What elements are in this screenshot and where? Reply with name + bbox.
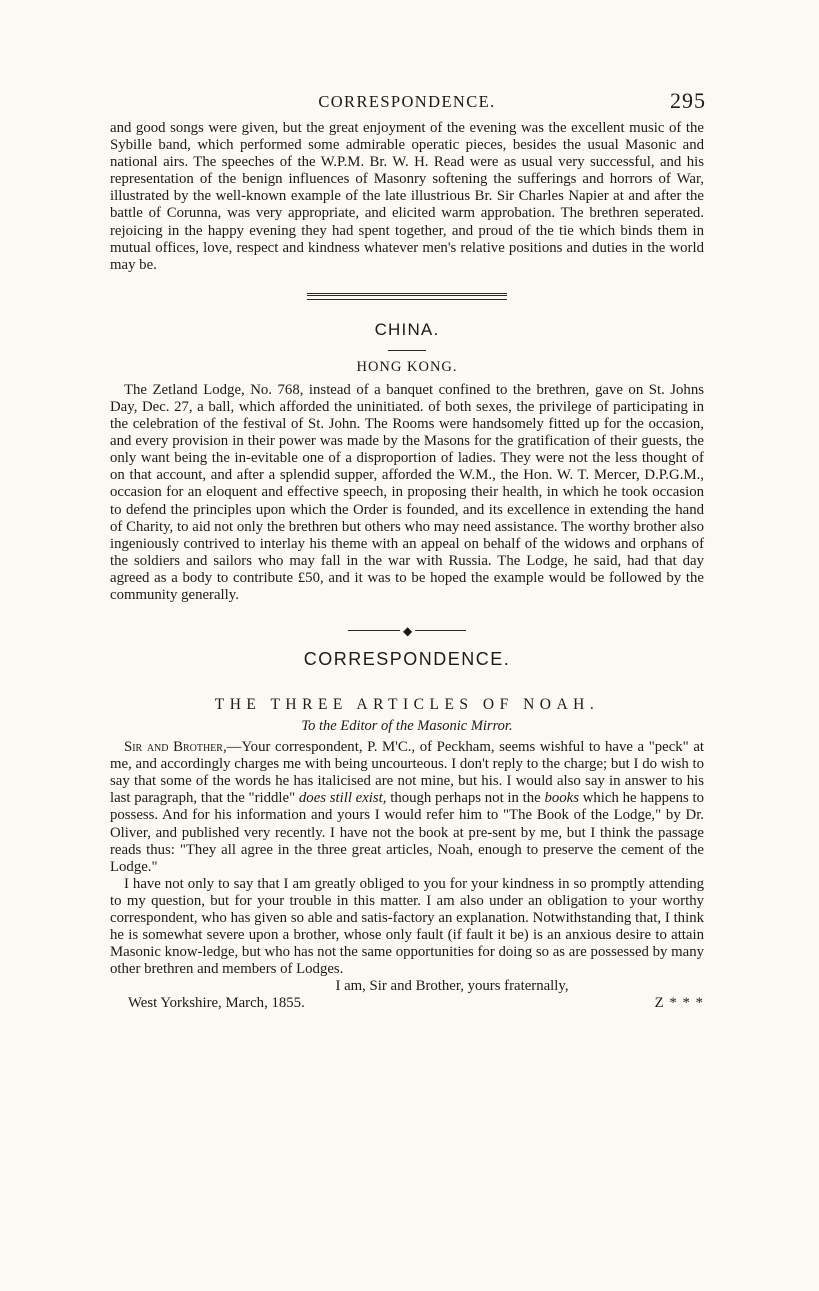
section-divider-rule xyxy=(307,293,507,300)
signature: Z * * * xyxy=(654,995,704,1012)
china-heading: CHINA. xyxy=(374,319,440,339)
dedication: To the Editor of the Masonic Mirror. xyxy=(301,718,513,735)
letter-paragraph-2: I have not only to say that I am greatly obliged to you for your kindness in so promptly attending to my question, but for your trouble in this matter. I am also under an obligation to your worthy correspondent, who has given so able and satis-factory an explanation. Notwithstanding that, I think he is somewhat severe upon a brother, whose only fault (if fault it be) is an anxious desire to attain Masonic know-ledge, but who has not the same opportunities for doing so as are possessed by many other brethren and members of Lodges. xyxy=(110,875,704,978)
para1-part-c: which he happens to possess. And for his information and yours I would refer him to "The Book of the Lodge," by Dr. Oliver, and published very recently. I have not the book at pre-sent by me, but I think the passage reads thus: "They all agree in the three great articles, Noah, enough to preserve the cement of the Lodge." xyxy=(110,790,705,875)
ornamental-divider xyxy=(348,624,466,638)
short-rule xyxy=(388,350,426,351)
running-head xyxy=(110,88,704,120)
signature-row xyxy=(110,995,704,1013)
para1-italic-1: does still exist, xyxy=(298,790,387,807)
continuation-paragraph: and good songs were given, but the great enjoyment of the evening was the excellent music of the Sybille band, which performed some admirable operatic pieces, besides the usual Masonic and national airs. The speeches of the W.P.M. Br. W. H. Read were as usual very successful, and his representation of the benign influences of Masonry softening the sufferings and horrors of War, illustrated by the well-known example of the late illustrious Br. Sir Charles Napier at and after the battle of Corunna, was very appropriate, and elicited warm approbation. The brethren seperated. rejoicing in the happy evening they had spent together, and proud of the tie which binds them in mutual offices, love, respect and kindness whatever men's relative positions and duties in the world may be. xyxy=(110,120,704,273)
running-title: CORRESPONDENCE. xyxy=(318,92,496,111)
correspondence-heading: CORRESPONDENCE. xyxy=(303,649,511,670)
page xyxy=(110,88,704,1013)
dateline: West Yorkshire, March, 1855. xyxy=(128,995,305,1012)
salutation: Sir and Brother, xyxy=(124,739,227,756)
para1-italic-2: books xyxy=(544,790,579,807)
diamond-icon: ◆ xyxy=(400,624,415,638)
article-title: THE THREE ARTICLES OF NOAH. xyxy=(214,696,600,714)
closing-line: I am, Sir and Brother, yours fraternally, xyxy=(335,978,569,995)
page-number: 295 xyxy=(670,88,706,113)
hong-kong-subheading: HONG KONG. xyxy=(356,358,458,375)
para1-part-b: though perhaps not in the xyxy=(386,790,545,807)
para1-part-a: —Your correspondent, P. M'C., of Peckham, seems wishful to have a "peck" at me, and accordingly charges me with being uncourteous. I don't reply to the charge; but I do wish to say that some of the words he has italicised are not mine, but his. I would also say in answer to his last paragraph, that the "riddle" xyxy=(110,739,704,807)
letter-paragraph-1 xyxy=(110,739,704,876)
china-paragraph: The Zetland Lodge, No. 768, instead of a banquet confined to the brethren, gave on St. Johns Day, Dec. 27, a ball, which afforded the uninitiated. of both sexes, the privilege of participating in the celebration of the festival of St. John. The Rooms were handsomely fitted up for the occasion, and every provision in their power was made by the Masons for the gratification of their guests, the only want being the in-evitable one of a disproportion of ladies. They were not the less thought of on that account, and after a splendid supper, afforded the W.M., the Hon. W. T. Mercer, D.P.G.M., occasion for an eloquent and effective speech, in proposing their health, in which he took occasion to defend the principles upon which the Order is founded, and its excellence in extending the hand of Charity, to aid not only the brethren but others who may need assistance. The worthy brother also ingeniously contrived to interlay his theme with an appeal on behalf of the widows and orphans of the soldiers and sailors who may fall in the war with Russia. The Lodge, he said, had that day agreed as a body to contribute £50, and it was to be hoped the example would be followed by the community generally. xyxy=(110,381,704,603)
